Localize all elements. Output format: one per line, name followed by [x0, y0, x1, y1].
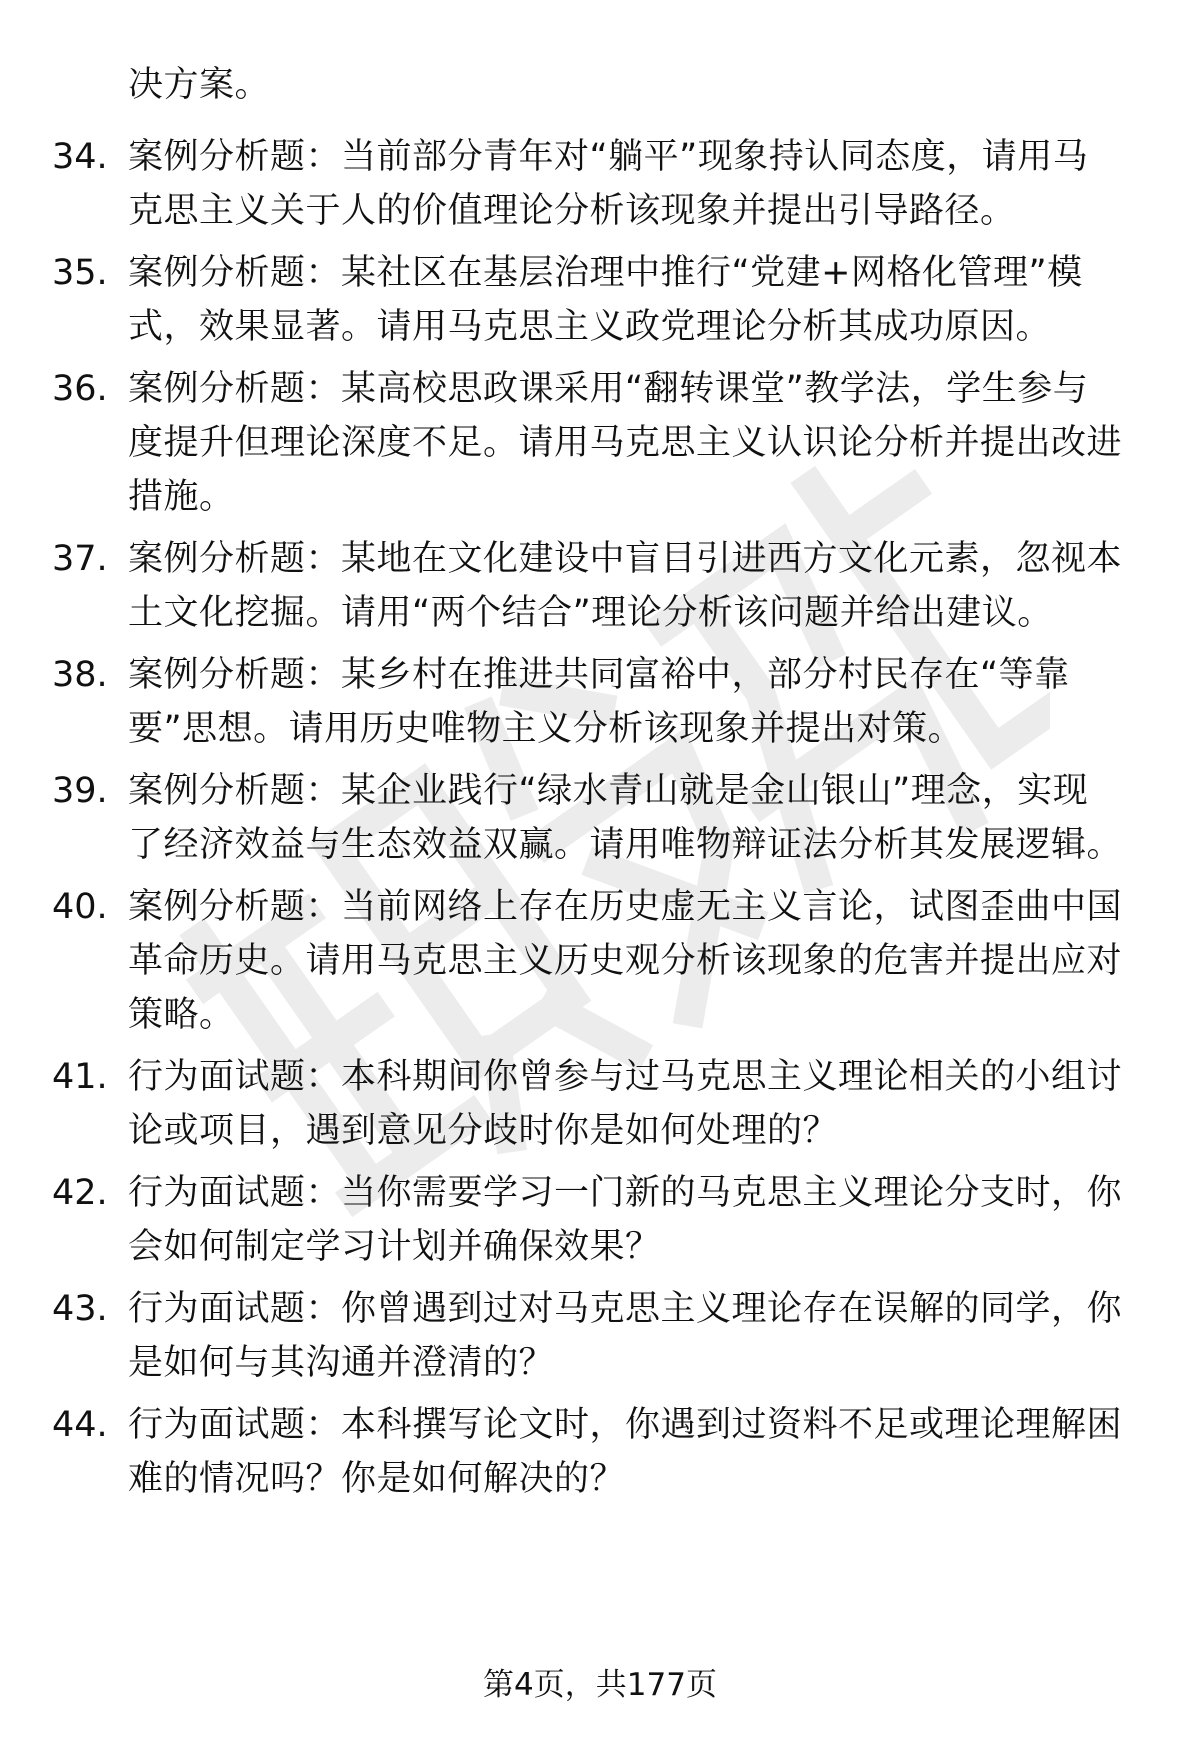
question-text-line: 会如何制定学习计划并确保效果？ [128, 1227, 661, 1267]
question-text [128, 1282, 1140, 1390]
question-text-line: 行为面试题：当你需要学习一门新的马克思主义理论分支时，你 [128, 1173, 1123, 1213]
question-text-line: 行为面试题：你曾遇到过对马克思主义理论存在误解的同学，你 [128, 1289, 1123, 1329]
question-text-line: 策略。 [128, 995, 235, 1035]
question-text-line: 案例分析题：某高校思政课采用“翻转课堂”教学法，学生参与 [128, 369, 1089, 409]
question-text [128, 764, 1140, 872]
question-text-line: 措施。 [128, 477, 235, 517]
question-number: 38. [52, 655, 108, 695]
question-number: 34. [52, 137, 108, 177]
question-text [128, 880, 1140, 1042]
question-text [128, 1050, 1140, 1158]
question-text [128, 362, 1140, 524]
question-number: 37. [52, 539, 108, 579]
question-number: 42. [52, 1173, 108, 1213]
question-text-line: 案例分析题：某乡村在推进共同富裕中，部分村民存在“等靠 [128, 655, 1070, 695]
question-text [128, 532, 1140, 640]
question-number: 39. [52, 771, 108, 811]
question-text-line: 论或项目，遇到意见分歧时你是如何处理的？ [128, 1111, 839, 1151]
question-text-line: 是如何与其沟通并澄清的？ [128, 1343, 555, 1383]
question-text-line: 了经济效益与生态效益双赢。请用唯物辩证法分析其发展逻辑。 [128, 825, 1123, 865]
question-text [128, 1398, 1140, 1506]
continuation-text: 决方案。 [128, 65, 271, 105]
question-number: 43. [52, 1289, 108, 1329]
question-text-line: 案例分析题：某地在文化建设中盲目引进西方文化元素，忽视本 [128, 539, 1123, 579]
question-text-line: 行为面试题：本科期间你曾参与过马克思主义理论相关的小组讨 [128, 1057, 1123, 1097]
question-text [128, 648, 1140, 756]
question-number: 44. [52, 1405, 108, 1445]
question-text-line: 土文化挖掘。请用“两个结合”理论分析该问题并给出建议。 [128, 593, 1053, 633]
question-text-line: 革命历史。请用马克思主义历史观分析该现象的危害并提出应对 [128, 941, 1123, 981]
question-number: 36. [52, 369, 108, 409]
question-number: 35. [52, 253, 108, 293]
question-text [128, 130, 1140, 238]
question-text-line: 案例分析题：某社区在基层治理中推行“党建+网格化管理”模 [128, 253, 1083, 293]
question-text-line: 案例分析题：某企业践行“绿水青山就是金山银山”理念，实现 [128, 771, 1089, 811]
question-text-line: 克思主义关于人的价值理论分析该现象并提出引导路径。 [128, 191, 1016, 231]
question-number: 41. [52, 1057, 108, 1097]
question-text-line: 行为面试题：本科撰写论文时，你遇到过资料不足或理论理解困 [128, 1405, 1123, 1445]
question-text-line: 案例分析题：当前网络上存在历史虚无主义言论，试图歪曲中国 [128, 887, 1123, 927]
question-text-line: 难的情况吗？你是如何解决的？ [128, 1459, 626, 1499]
question-text [128, 246, 1140, 354]
question-text-line: 要”思想。请用历史唯物主义分析该现象并提出对策。 [128, 709, 964, 749]
question-text-line: 案例分析题：当前部分青年对“躺平”现象持认同态度，请用马 [128, 137, 1089, 177]
question-number: 40. [52, 887, 108, 927]
question-text-line: 度提升但理论深度不足。请用马克思主义认识论分析并提出改进 [128, 423, 1123, 463]
question-text-line: 式，效果显著。请用马克思主义政党理论分析其成功原因。 [128, 307, 1052, 347]
question-text [128, 1166, 1140, 1274]
page-footer: 第4页，共177页 [483, 1667, 717, 1703]
